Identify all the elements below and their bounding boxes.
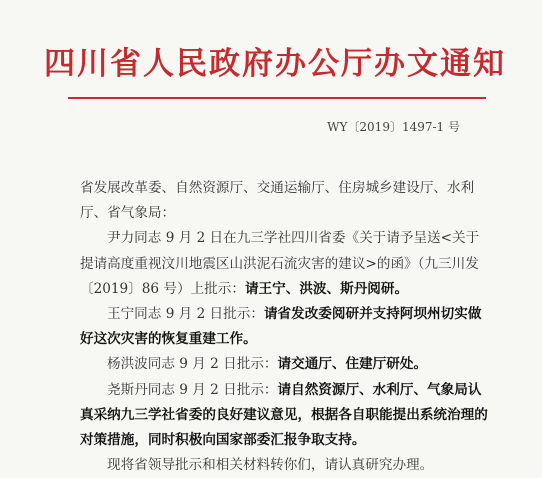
paragraph-instruction-2 [80, 302, 490, 352]
paragraph-2-intro: 王宁同志 9 月 2 日批示： [107, 306, 264, 323]
paragraph-2-instruction: 请省发改委阅研并支持阿坝州切实做好这次灾害的恢复重建工作。 [80, 306, 482, 348]
title-rule [68, 97, 486, 99]
paragraph-3-intro: 杨洪波同志 9 月 2 日批示： [107, 356, 278, 373]
recipients-line: 省发展改革委、自然资源厅、交通运输厅、住房城乡建设厅、水利厅、省气象局： [80, 180, 475, 222]
paragraph-1-instruction: 请王宁、洪波、斯丹阅研。 [244, 280, 409, 297]
document-number: WY〔2019〕1497-1 号 [327, 120, 460, 134]
closing-paragraph: 现将省领导批示和相关材料转你们，请认真研究办理。 [107, 457, 434, 474]
paragraph-instruction-3 [80, 352, 490, 377]
paragraph-instruction-4 [80, 378, 490, 454]
paragraph-4-instruction: 请自然资源厅、水利厅、气象局认真采纳九三学社省委的良好建议意见，根据各自职能提出系统治理的对策措施，同时积极向国家部委汇报争取支持。 [80, 381, 488, 449]
paragraph-3-instruction: 请交通厅、住建厅研处。 [277, 356, 428, 373]
document-body [80, 176, 490, 478]
document-title: 四川省人民政府办公厅办文通知 [44, 46, 506, 82]
paragraph-4-intro: 尧斯丹同志 9 月 2 日批示： [107, 381, 278, 398]
paragraph-instruction-1 [80, 226, 490, 302]
paragraph-1-intro: 尹力同志 9 月 2 日在九三学社四川省委《关于请予呈送<关于提请高度重视汶川地震区山洪泥石流灾害的建议>的函》（九三川发〔2019〕86 号）上批示： [80, 230, 480, 297]
